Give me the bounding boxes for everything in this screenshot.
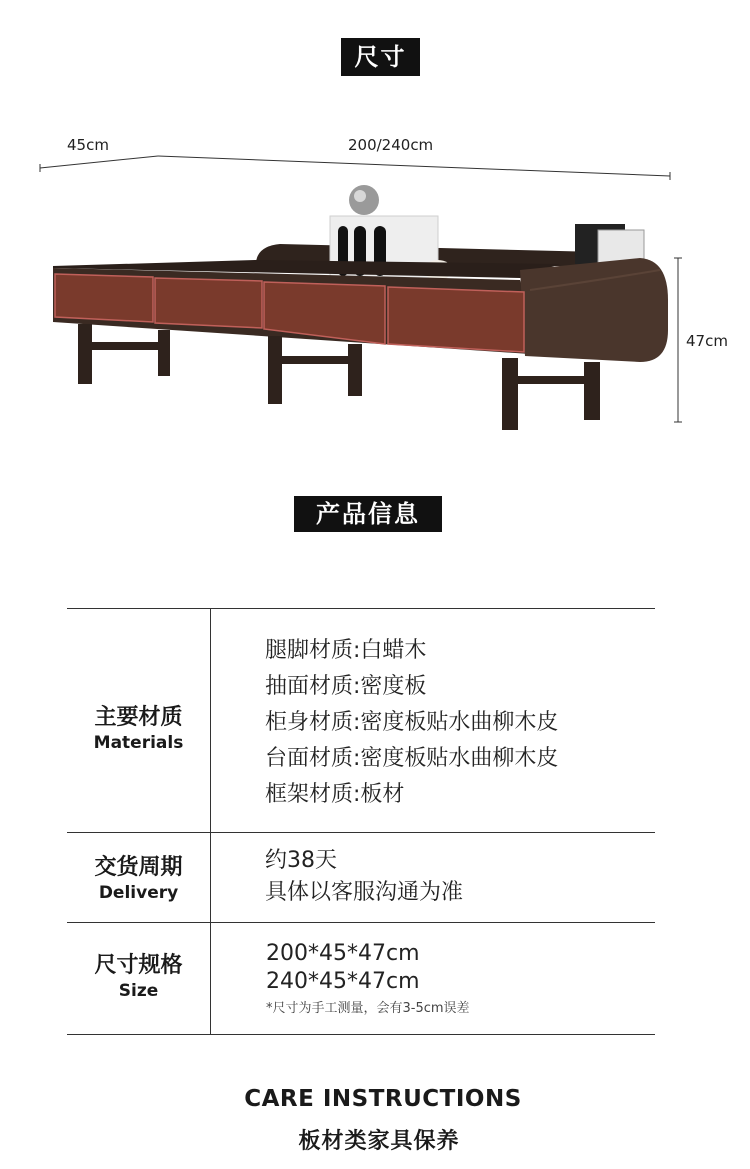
delivery-row-header (67, 854, 210, 904)
table-top-border (67, 608, 655, 609)
decor-books (575, 224, 644, 264)
size-spec-line: 240*45*47cm (266, 969, 420, 994)
delivery-line: 约38天 (265, 848, 337, 873)
cabinet-rounded-end (520, 258, 668, 362)
material-line: 框架材质:板材 (265, 782, 405, 807)
table-bottom-border (67, 1034, 655, 1035)
size-heading-en: Size (118, 981, 159, 1001)
materials-heading-en: Materials (93, 733, 184, 753)
delivery-heading-zh: 交货周期 (94, 855, 183, 880)
materials-row-body (265, 633, 558, 813)
material-line: 抽面材质:密度板 (265, 674, 427, 699)
materials-heading-zh: 主要材质 (94, 705, 183, 730)
width-dimension-label: 200/240cm (348, 136, 434, 154)
delivery-line: 具体以客服沟通为准 (265, 880, 464, 905)
care-instructions-title-en: CARE INSTRUCTIONS (244, 1086, 522, 1112)
materials-row-header (67, 704, 210, 754)
delivery-heading-en: Delivery (98, 883, 179, 903)
size-spec-line: 200*45*47cm (266, 941, 420, 966)
table-column-divider (210, 608, 211, 1035)
delivery-row-body (265, 845, 463, 909)
product-info-title: 产品信息 (294, 496, 442, 532)
size-measurement-note: *尺寸为手工测量，会有3-5cm误差 (266, 1001, 470, 1016)
care-instructions-title-zh: 板材类家具保养 (298, 1129, 460, 1154)
depth-dimension-label: 45cm (67, 136, 109, 154)
material-line: 腿脚材质:白蜡木 (265, 638, 427, 663)
size-row-body (266, 940, 470, 1020)
size-heading-zh: 尺寸规格 (94, 953, 183, 978)
material-line: 台面材质:密度板贴水曲柳木皮 (265, 746, 559, 771)
table-row-divider (67, 922, 655, 923)
size-row-header (67, 952, 210, 1002)
tv-cabinet-illustration (0, 130, 750, 440)
table-row-divider (67, 832, 655, 833)
material-line: 柜身材质:密度板贴水曲柳木皮 (265, 710, 559, 735)
size-section-title: 尺寸 (341, 38, 420, 76)
height-dimension-label: 47cm (686, 332, 728, 350)
